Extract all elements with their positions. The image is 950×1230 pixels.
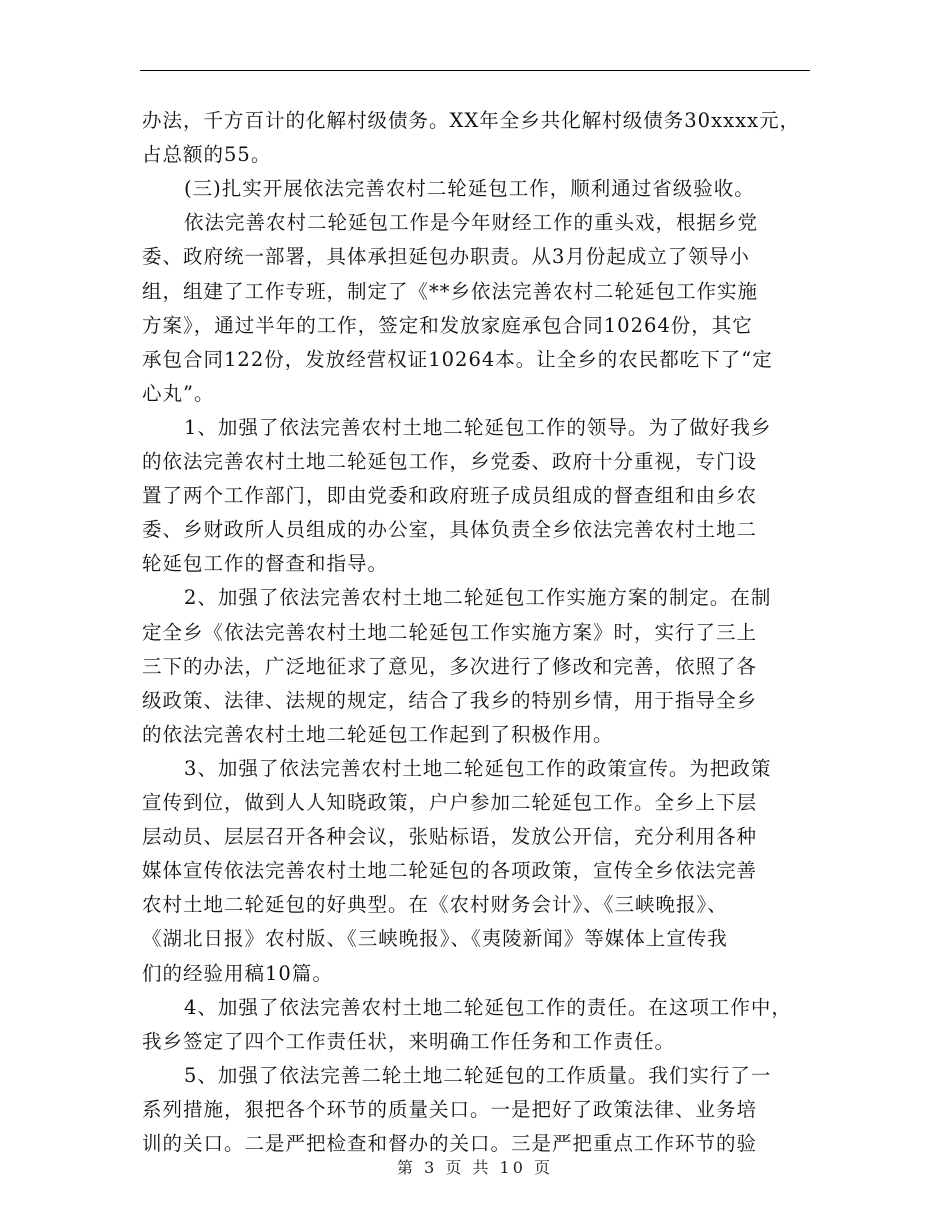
text-line: 组，组建了工作专班，制定了《**乡依法完善农村二轮延包工作实施 bbox=[142, 279, 759, 303]
text-line: 5、加强了依法完善二轮土地二轮延包的工作质量。我们实行了一 bbox=[184, 1063, 772, 1087]
text-line: 方案》，通过半年的工作，签定和发放家庭承包合同10264份，其它 bbox=[142, 313, 753, 337]
text-line: 层动员、层层召开各种会议，张贴标语，发放公开信，充分利用各种 bbox=[142, 825, 758, 849]
text-line: 承包合同122份，发放经营权证10264本。让全乡的农民都吃下了“定 bbox=[142, 347, 773, 371]
text-line: 心丸”。 bbox=[142, 381, 215, 405]
text-line: 委、政府统一部署，具体承担延包办职责。从3月份起成立了领导小 bbox=[142, 245, 750, 269]
text-line: 媒体宣传依法完善农村土地二轮延包的各项政策，宣传全乡依法完善 bbox=[142, 859, 758, 883]
text-line: 2、加强了依法完善农村土地二轮延包工作实施方案的制定。在制 bbox=[184, 586, 772, 610]
text-line: 宣传到位，做到人人知晓政策，户户参加二轮延包工作。全乡上下层 bbox=[142, 791, 758, 814]
text-line: 训的关口。二是严把检查和督办的关口。三是严把重点工作环节的验 bbox=[142, 1132, 758, 1155]
text-line: 《湖北日报》农村版、《三峡晚报》、《夷陵新闻》等媒体上宣传我 bbox=[142, 927, 728, 951]
text-line: 委、乡财政所人员组成的办公室，具体负责全乡依法完善农村土地二 bbox=[142, 518, 758, 542]
text-line: 占总额的55。 bbox=[142, 143, 272, 167]
text-line: 的依法完善农村土地二轮延包工作起到了积极作用。 bbox=[142, 722, 614, 746]
text-line: 的依法完善农村土地二轮延包工作，乡党委、政府十分重视，专门设 bbox=[142, 450, 758, 473]
text-line: 3、加强了依法完善农村土地二轮延包工作的政策宣传。为把政策 bbox=[184, 756, 772, 780]
text-line: 1、加强了依法完善农村土地二轮延包工作的领导。为了做好我乡 bbox=[184, 415, 772, 439]
text-line: 依法完善农村二轮延包工作是今年财经工作的重头戏，根据乡党 bbox=[184, 211, 759, 235]
text-line: 们的经验用稿10篇。 bbox=[142, 961, 333, 985]
text-line: 轮延包工作的督查和指导。 bbox=[142, 552, 389, 576]
page-footer: 第 3 页 共 10 页 bbox=[397, 1158, 553, 1177]
text-line: (三)扎实开展依法完善农村二轮延包工作，顺利通过省级验收。 bbox=[184, 177, 755, 201]
text-line: 4、加强了依法完善农村土地二轮延包工作的责任。在这项工作中， bbox=[184, 995, 792, 1019]
text-line: 我乡签定了四个工作责任状，来明确工作任务和工作责任。 bbox=[142, 1029, 676, 1053]
text-line: 级政策、法律、法规的规定，结合了我乡的特别乡情，用于指导全乡 bbox=[142, 688, 758, 712]
header-rule bbox=[140, 70, 810, 71]
text-line: 置了两个工作部门，即由党委和政府班子成员组成的督查组和由乡农 bbox=[142, 484, 758, 508]
text-line: 办法，千方百计的化解村级债务。XX年全乡共化解村级债务30xxxx元， bbox=[142, 109, 801, 132]
text-line: 系列措施，狠把各个环节的质量关口。一是把好了政策法律、业务培 bbox=[142, 1097, 758, 1121]
text-line: 三下的办法，广泛地征求了意见，多次进行了修改和完善，依照了各 bbox=[142, 654, 758, 678]
text-line: 农村土地二轮延包的好典型。在《农村财务会计》、《三峡晚报》、 bbox=[142, 893, 728, 917]
text-line: 定全乡《依法完善农村土地二轮延包工作实施方案》时，实行了三上 bbox=[142, 620, 758, 644]
